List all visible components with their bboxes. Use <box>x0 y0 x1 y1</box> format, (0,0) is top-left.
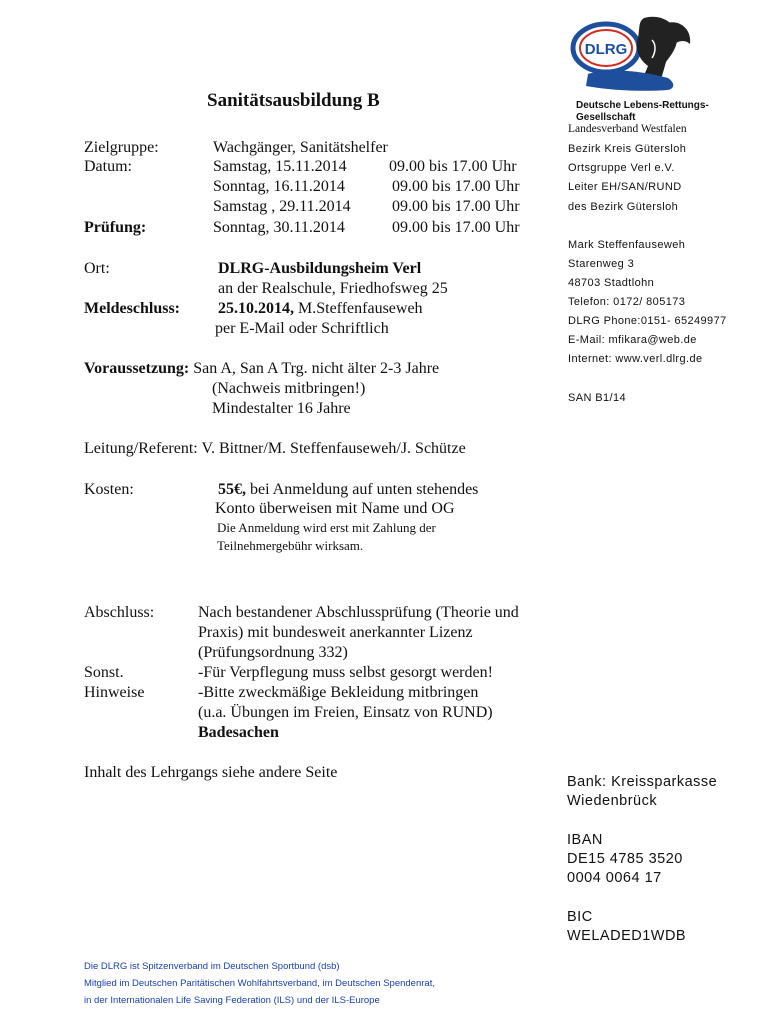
voraussetzung-line1 <box>84 359 439 379</box>
kosten-line1 <box>218 480 478 500</box>
contact-email: E-Mail: mfikara@web.de <box>568 334 697 346</box>
contact-phone: Telefon: 0172/ 805173 <box>568 296 686 308</box>
kosten-line2: Konto überweisen mit Name und OG <box>215 500 455 517</box>
sidebar-line-3: Leiter EH/SAN/RUND <box>568 181 682 193</box>
hinweise-label2: Hinweise <box>84 684 145 701</box>
pruefung-time: 09.00 bis 17.00 Uhr <box>392 219 520 236</box>
sidebar-landesverband: Landesverband Westfalen <box>568 123 687 135</box>
kosten-note2: Teilnehmergebühr wirksam. <box>217 538 364 553</box>
dlrg-eagle-logo-icon <box>568 10 698 100</box>
meldeschluss-contact: M.Steffenfauseweh <box>294 300 423 317</box>
hinweise-line3: (u.a. Übungen im Freien, Einsatz von RUND) <box>198 704 493 721</box>
voraussetzung-label: Voraussetzung: <box>84 360 190 377</box>
logo-text: DLRG <box>584 41 628 58</box>
zielgruppe-label: Zielgruppe: <box>84 139 159 156</box>
zielgruppe-value: Wachgänger, Sanitätshelfer <box>213 139 388 156</box>
datum-time-2: 09.00 bis 17.00 Uhr <box>392 178 520 195</box>
abschluss-line2: Praxis) mit bundesweit anerkannter Lizenz <box>198 624 473 641</box>
org-name-line1: Deutsche Lebens-Rettungs- <box>576 100 709 111</box>
datum-day-2: Sonntag, 16.11.2014 <box>213 178 345 195</box>
datum-time-1: 09.00 bis 17.00 Uhr <box>389 158 517 175</box>
sidebar-line-1: Bezirk Kreis Gütersloh <box>568 143 687 155</box>
bank-line2: Wiedenbrück <box>567 793 658 809</box>
abschluss-line3: (Prüfungsordnung 332) <box>198 644 348 661</box>
kosten-amount: 55€, <box>218 481 246 498</box>
hinweise-label1: Sonst. <box>84 664 124 681</box>
contact-street: Starenweg 3 <box>568 258 635 270</box>
abschluss-label: Abschluss: <box>84 604 155 621</box>
hinweise-bold-line: Badesachen <box>198 724 279 741</box>
meldeschluss-label: Meldeschluss: <box>84 300 180 317</box>
datum-day-3: Samstag , 29.11.2014 <box>213 198 351 215</box>
datum-label: Datum: <box>84 158 132 175</box>
pruefung-label: Prüfung: <box>84 219 147 236</box>
kosten-label: Kosten: <box>84 481 134 498</box>
leitung-text: Leitung/Referent: V. Bittner/M. Steffenfauseweh/J. Schütze <box>84 440 466 457</box>
iban-label: IBAN <box>567 832 603 848</box>
dlrg-logo <box>568 10 698 100</box>
contact-dlrg-phone: DLRG Phone:0151- 65249977 <box>568 315 727 327</box>
kosten-note1: Die Anmeldung wird erst mit Zahlung der <box>217 520 436 535</box>
voraussetzung-text1: San A, San A Trg. nicht älter 2-3 Jahre <box>189 360 440 377</box>
meldeschluss-line <box>218 299 423 319</box>
ort-label: Ort: <box>84 260 110 277</box>
ort-address: an der Realschule, Friedhofsweg 25 <box>218 280 448 297</box>
contact-city: 48703 Stadtlohn <box>568 277 655 289</box>
voraussetzung-text3: Mindestalter 16 Jahre <box>212 400 351 417</box>
hinweise-line1: -Für Verpflegung muss selbst gesorgt werden! <box>198 664 493 681</box>
contact-internet: Internet: www.verl.dlrg.de <box>568 353 703 365</box>
contact-name: Mark Steffenfauseweh <box>568 239 686 251</box>
page-title: Sanitätsausbildung B <box>207 90 380 111</box>
bank-line1: Bank: Kreissparkasse <box>567 774 718 790</box>
pruefung-day: Sonntag, 30.11.2014 <box>213 219 345 236</box>
footer-line-1: Die DLRG ist Spitzenverband im Deutschen Sportbund (dsb) <box>84 961 340 972</box>
sidebar-line-2: Ortsgruppe Verl e.V. <box>568 162 675 174</box>
iban-line1: DE15 4785 3520 <box>567 851 683 867</box>
kosten-line1-rest: bei Anmeldung auf unten stehendes <box>246 481 479 498</box>
ort-name: DLRG-Ausbildungsheim Verl <box>218 260 422 277</box>
bic-value: WELADED1WDB <box>567 928 687 944</box>
meldeschluss-mode: per E-Mail oder Schriftlich <box>215 320 389 337</box>
hinweise-line2: -Bitte zweckmäßige Bekleidung mitbringen <box>198 684 479 701</box>
abschluss-line1: Nach bestandener Abschlussprüfung (Theorie und <box>198 604 519 621</box>
voraussetzung-text2: (Nachweis mitbringen!) <box>212 380 366 397</box>
sidebar-line-4: des Bezirk Gütersloh <box>568 201 679 213</box>
bic-label: BIC <box>567 909 593 925</box>
org-name <box>576 100 709 124</box>
iban-line2: 0004 0064 17 <box>567 870 662 886</box>
datum-day-1: Samstag, 15.11.2014 <box>213 158 347 175</box>
course-code: SAN B1/14 <box>568 392 627 404</box>
meldeschluss-date: 25.10.2014, <box>218 300 294 317</box>
org-name-line2: Gesellschaft <box>576 112 636 123</box>
datum-time-3: 09.00 bis 17.00 Uhr <box>392 198 520 215</box>
inhalt-text: Inhalt des Lehrgangs siehe andere Seite <box>84 764 338 781</box>
footer-line-3: in der Internationalen Life Saving Federation (ILS) und der ILS-Europe <box>84 995 380 1006</box>
footer-line-2: Mitglied im Deutschen Paritätischen Wohlfahrtsverband, im Deutschen Spendenrat, <box>84 978 435 989</box>
